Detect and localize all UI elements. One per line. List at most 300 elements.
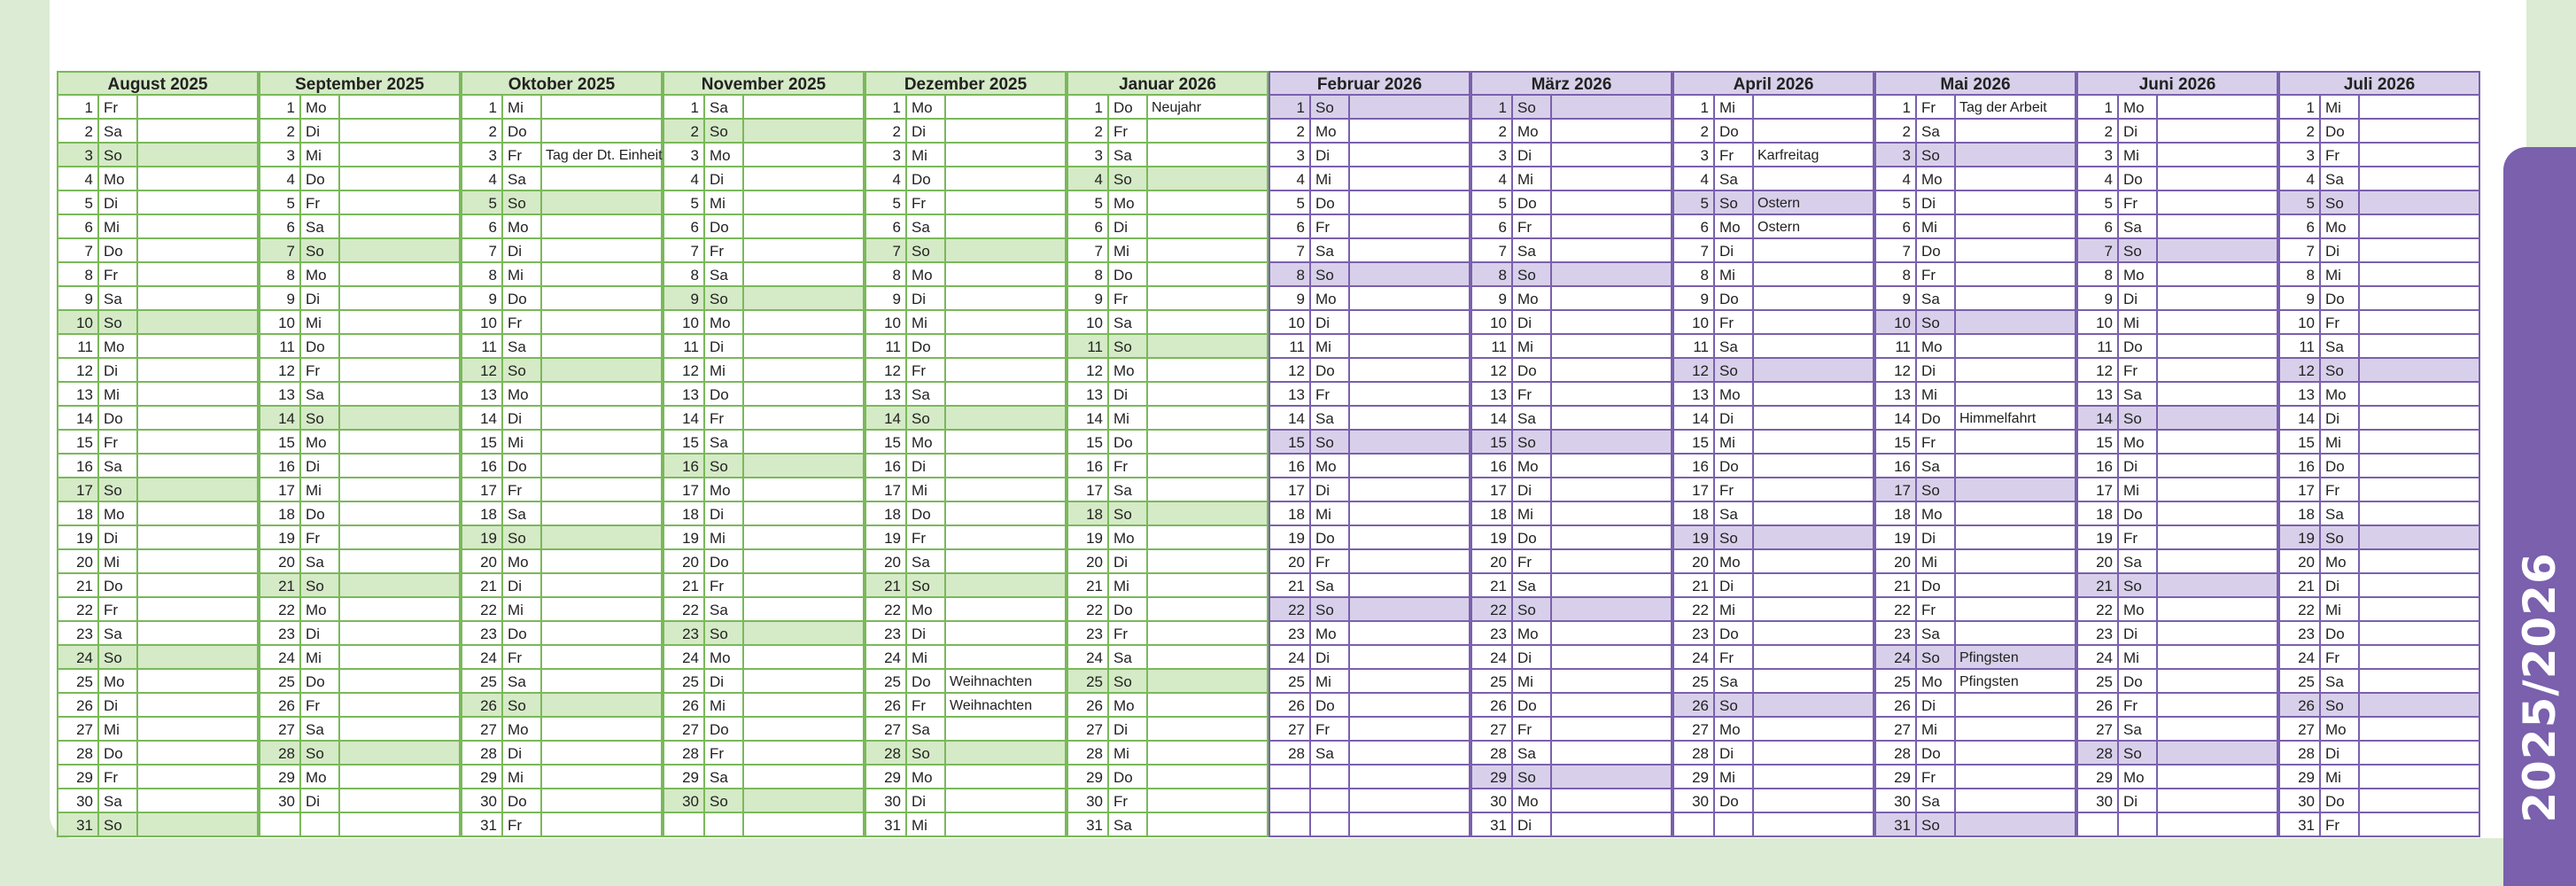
- day-number: 26: [1270, 694, 1311, 718]
- day-number: 31: [1068, 813, 1109, 837]
- day-note: [340, 574, 462, 598]
- day-note: [2360, 383, 2482, 407]
- day-note: [2360, 239, 2482, 263]
- day-weekday: Mi: [1311, 167, 1350, 191]
- day-weekday: Fr: [705, 742, 744, 766]
- day-number: 9: [2078, 287, 2119, 311]
- day-weekday: Do: [2119, 167, 2158, 191]
- day-note: [1552, 550, 1674, 574]
- day-row: [1269, 694, 1470, 718]
- day-weekday: Fr: [1311, 550, 1350, 574]
- day-row: [1672, 383, 1874, 407]
- day-weekday: Mi: [1715, 598, 1754, 622]
- day-number: 12: [462, 359, 503, 383]
- day-weekday: Sa: [1917, 622, 1956, 646]
- day-row: [663, 263, 865, 287]
- day-weekday: Fr: [2119, 526, 2158, 550]
- day-row: [1067, 478, 1269, 502]
- day-note: [542, 526, 664, 550]
- day-number: 22: [1472, 598, 1513, 622]
- day-row: [663, 574, 865, 598]
- day-note: [340, 502, 462, 526]
- day-weekday: Fr: [99, 431, 138, 455]
- day-number: 5: [1876, 191, 1917, 215]
- day-note: [340, 167, 462, 191]
- day-note: [1956, 742, 2078, 766]
- day-number: 7: [1876, 239, 1917, 263]
- day-weekday: Mi: [99, 718, 138, 742]
- day-note: [1148, 144, 1270, 167]
- day-number: 10: [1876, 311, 1917, 335]
- day-number: 27: [664, 718, 705, 742]
- day-row: [2278, 167, 2480, 191]
- day-weekday: Mo: [1917, 335, 1956, 359]
- day-note: [1350, 813, 1472, 837]
- day-row: [1067, 215, 1269, 239]
- day-note: [1754, 598, 1876, 622]
- day-number: 4: [2280, 167, 2321, 191]
- day-number: 24: [1068, 646, 1109, 670]
- day-row: [2278, 383, 2480, 407]
- day-weekday: Di: [2321, 407, 2360, 431]
- day-note: [542, 359, 664, 383]
- day-number: 18: [58, 502, 99, 526]
- day-weekday: Sa: [1513, 407, 1552, 431]
- day-weekday: Do: [1311, 694, 1350, 718]
- day-row: [1067, 813, 1269, 837]
- day-note: [2360, 718, 2482, 742]
- day-number: 26: [664, 694, 705, 718]
- day-number: 7: [462, 239, 503, 263]
- day-row: [1470, 96, 1672, 120]
- day-weekday: Fr: [1109, 455, 1148, 478]
- day-note: [744, 120, 866, 144]
- day-weekday: Di: [301, 789, 340, 813]
- day-number: 24: [462, 646, 503, 670]
- day-note: [138, 239, 260, 263]
- day-number: 8: [2280, 263, 2321, 287]
- day-note: [2158, 670, 2280, 694]
- day-number: 11: [664, 335, 705, 359]
- day-note: [2360, 622, 2482, 646]
- day-row: [1874, 622, 2076, 646]
- day-note: [138, 478, 260, 502]
- day-row: [461, 144, 663, 167]
- day-row: [259, 263, 461, 287]
- day-note: [1148, 694, 1270, 718]
- day-weekday: Mi: [705, 191, 744, 215]
- day-row: [1874, 694, 2076, 718]
- day-row: [259, 742, 461, 766]
- day-number: 14: [1472, 407, 1513, 431]
- day-note: [2158, 550, 2280, 574]
- holiday-label: Weihnachten: [950, 698, 1033, 713]
- day-note: [744, 431, 866, 455]
- day-row: [1874, 167, 2076, 191]
- day-row: [259, 598, 461, 622]
- day-row: [1672, 335, 1874, 359]
- day-number: 17: [1674, 478, 1715, 502]
- day-weekday: Mo: [301, 96, 340, 120]
- day-number: 7: [866, 239, 907, 263]
- day-row: [1874, 550, 2076, 574]
- day-weekday: Fr: [1715, 478, 1754, 502]
- month-column: [663, 71, 865, 831]
- day-weekday: Di: [503, 407, 542, 431]
- day-weekday: Di: [503, 574, 542, 598]
- year-tab: [2503, 147, 2576, 886]
- day-row: [1067, 646, 1269, 670]
- day-number: 20: [1472, 550, 1513, 574]
- day-row: [1672, 670, 1874, 694]
- day-note: [946, 191, 1068, 215]
- day-row: [2076, 120, 2278, 144]
- day-row: [259, 335, 461, 359]
- day-number: 2: [1876, 120, 1917, 144]
- day-weekday: Di: [1109, 550, 1148, 574]
- day-weekday: Mo: [1311, 120, 1350, 144]
- day-number: 3: [2078, 144, 2119, 167]
- day-number: 10: [260, 311, 301, 335]
- day-note: [1754, 502, 1876, 526]
- day-row: [1067, 766, 1269, 789]
- day-weekday: Di: [301, 622, 340, 646]
- day-row: [1269, 742, 1470, 766]
- day-note: [744, 383, 866, 407]
- day-number: 20: [664, 550, 705, 574]
- day-note: [2360, 574, 2482, 598]
- day-note: [1754, 526, 1876, 550]
- month-header: März 2026: [1470, 71, 1672, 96]
- day-number: 15: [1876, 431, 1917, 455]
- day-weekday: Sa: [99, 455, 138, 478]
- day-weekday: Sa: [2119, 718, 2158, 742]
- day-weekday: Sa: [1311, 239, 1350, 263]
- day-row: [57, 718, 259, 742]
- day-weekday: Di: [705, 670, 744, 694]
- day-row: [259, 670, 461, 694]
- day-number: 27: [58, 718, 99, 742]
- day-note: [1552, 407, 1674, 431]
- day-number: 7: [260, 239, 301, 263]
- day-weekday: Mi: [2119, 646, 2158, 670]
- day-weekday: So: [2321, 694, 2360, 718]
- day-weekday: Mi: [99, 550, 138, 574]
- day-number: 18: [1876, 502, 1917, 526]
- day-weekday: So: [503, 359, 542, 383]
- day-weekday: Do: [705, 215, 744, 239]
- day-weekday: Mo: [503, 215, 542, 239]
- day-weekday: So: [1109, 670, 1148, 694]
- day-note: [1148, 287, 1270, 311]
- day-note: [2158, 263, 2280, 287]
- day-note: [1148, 646, 1270, 670]
- day-weekday: Mo: [301, 431, 340, 455]
- day-weekday: Sa: [2119, 215, 2158, 239]
- day-row: [57, 359, 259, 383]
- day-row: [663, 191, 865, 215]
- day-row: [2076, 191, 2278, 215]
- day-row: [2076, 526, 2278, 550]
- day-weekday: So: [503, 694, 542, 718]
- day-number: 10: [462, 311, 503, 335]
- day-number: 21: [1674, 574, 1715, 598]
- day-weekday: Sa: [503, 167, 542, 191]
- day-number: 17: [664, 478, 705, 502]
- day-row: [1672, 598, 1874, 622]
- day-number: 25: [260, 670, 301, 694]
- day-number: 17: [2280, 478, 2321, 502]
- day-row: [663, 646, 865, 670]
- day-note: [946, 550, 1068, 574]
- day-note: [340, 96, 462, 120]
- day-weekday: Mi: [503, 598, 542, 622]
- day-note: [946, 455, 1068, 478]
- day-number: 12: [2280, 359, 2321, 383]
- day-row: [865, 263, 1067, 287]
- day-weekday: Mo: [1109, 526, 1148, 550]
- day-number: 4: [58, 167, 99, 191]
- day-row: [1470, 239, 1672, 263]
- day-row: [1067, 502, 1269, 526]
- day-number: 15: [2078, 431, 2119, 455]
- day-row: [1067, 144, 1269, 167]
- day-number: [1674, 813, 1715, 837]
- day-note: [1754, 311, 1876, 335]
- day-number: 21: [664, 574, 705, 598]
- day-weekday: Do: [1109, 598, 1148, 622]
- day-note: [1350, 167, 1472, 191]
- day-row: [1874, 670, 2076, 694]
- day-number: 2: [1270, 120, 1311, 144]
- day-weekday: Mo: [1715, 550, 1754, 574]
- day-note: [542, 120, 664, 144]
- day-note: [1350, 742, 1472, 766]
- day-weekday: Mo: [1513, 622, 1552, 646]
- day-row: [1269, 263, 1470, 287]
- day-note: [138, 502, 260, 526]
- day-note: [744, 239, 866, 263]
- year-tab-label-wrap: [2503, 147, 2576, 886]
- day-row: [2076, 167, 2278, 191]
- day-weekday: So: [2119, 239, 2158, 263]
- day-row: [1874, 646, 2076, 670]
- day-number: 11: [2280, 335, 2321, 359]
- day-row: [663, 550, 865, 574]
- day-weekday: Sa: [2321, 670, 2360, 694]
- day-weekday: Mo: [99, 670, 138, 694]
- day-number: 25: [2280, 670, 2321, 694]
- day-note: [138, 789, 260, 813]
- day-note: [542, 215, 664, 239]
- day-weekday: Sa: [301, 550, 340, 574]
- day-number: 26: [1674, 694, 1715, 718]
- day-row: [461, 191, 663, 215]
- day-weekday: Do: [1917, 574, 1956, 598]
- day-row: [865, 335, 1067, 359]
- day-weekday: Mo: [1917, 167, 1956, 191]
- holiday-label: Ostern: [1757, 196, 1801, 211]
- day-weekday: Do: [705, 383, 744, 407]
- day-note: [1148, 455, 1270, 478]
- day-number: 25: [2078, 670, 2119, 694]
- day-weekday: Fr: [2119, 191, 2158, 215]
- day-number: 21: [1472, 574, 1513, 598]
- day-note: [1754, 789, 1876, 813]
- day-number: 31: [2280, 813, 2321, 837]
- day-number: 9: [58, 287, 99, 311]
- day-weekday: So: [705, 789, 744, 813]
- day-note: [1350, 766, 1472, 789]
- day-weekday: Mo: [301, 263, 340, 287]
- holiday-label: Pfingsten: [1959, 674, 2019, 689]
- day-row: [865, 789, 1067, 813]
- day-note: [138, 335, 260, 359]
- month-header: Juli 2026: [2278, 71, 2480, 96]
- day-note: [1956, 478, 2078, 502]
- day-note: [946, 167, 1068, 191]
- day-weekday: Fr: [907, 191, 946, 215]
- day-row: [1874, 766, 2076, 789]
- day-row: [259, 478, 461, 502]
- day-row: [663, 622, 865, 646]
- day-number: 4: [260, 167, 301, 191]
- day-weekday: Sa: [705, 431, 744, 455]
- day-note: [138, 311, 260, 335]
- day-note: [340, 742, 462, 766]
- day-note: [744, 407, 866, 431]
- day-note: [1754, 550, 1876, 574]
- day-number: 7: [2280, 239, 2321, 263]
- day-weekday: Di: [301, 287, 340, 311]
- day-number: 8: [1068, 263, 1109, 287]
- day-number: 20: [2280, 550, 2321, 574]
- day-weekday: Mi: [907, 813, 946, 837]
- day-row: [1067, 431, 1269, 455]
- day-row: [57, 478, 259, 502]
- day-weekday: So: [705, 455, 744, 478]
- day-note: [2360, 431, 2482, 455]
- day-row: [1269, 120, 1470, 144]
- day-weekday: Sa: [2321, 502, 2360, 526]
- day-row: [1067, 120, 1269, 144]
- day-note: [1148, 263, 1270, 287]
- day-number: 10: [664, 311, 705, 335]
- day-weekday: Sa: [705, 96, 744, 120]
- day-row: [2076, 718, 2278, 742]
- day-note: [1956, 813, 2078, 837]
- day-row: [1874, 383, 2076, 407]
- day-row: [57, 239, 259, 263]
- day-note: [2360, 120, 2482, 144]
- day-weekday: Fr: [1311, 718, 1350, 742]
- day-row: [1067, 526, 1269, 550]
- day-note: [2360, 191, 2482, 215]
- day-number: 20: [1270, 550, 1311, 574]
- day-weekday: Do: [1715, 455, 1754, 478]
- day-number: 19: [2280, 526, 2321, 550]
- day-number: 26: [58, 694, 99, 718]
- day-weekday: Fr: [2321, 646, 2360, 670]
- day-weekday: Do: [99, 742, 138, 766]
- day-number: 2: [866, 120, 907, 144]
- day-weekday: Mi: [1109, 407, 1148, 431]
- day-weekday: Mi: [2119, 311, 2158, 335]
- day-row: [1470, 144, 1672, 167]
- day-number: 26: [462, 694, 503, 718]
- day-number: 3: [1270, 144, 1311, 167]
- day-number: 15: [1472, 431, 1513, 455]
- day-row: [57, 574, 259, 598]
- day-weekday: Di: [2321, 742, 2360, 766]
- day-row: [1067, 694, 1269, 718]
- day-note: [340, 622, 462, 646]
- day-note: [1956, 287, 2078, 311]
- day-note: [542, 167, 664, 191]
- day-note: [1754, 478, 1876, 502]
- day-weekday: Mi: [1513, 167, 1552, 191]
- day-note: [2158, 526, 2280, 550]
- day-number: 1: [2078, 96, 2119, 120]
- day-row: [1067, 622, 1269, 646]
- day-row: [1269, 144, 1470, 167]
- day-weekday: Mo: [1109, 694, 1148, 718]
- day-note: [542, 191, 664, 215]
- day-row: [461, 407, 663, 431]
- day-row: [1672, 144, 1874, 167]
- day-row: [663, 718, 865, 742]
- day-row: [865, 311, 1067, 335]
- day-note: [2360, 215, 2482, 239]
- day-note: [1552, 263, 1674, 287]
- day-note: [2158, 455, 2280, 478]
- day-weekday: Sa: [2119, 550, 2158, 574]
- day-number: 25: [1472, 670, 1513, 694]
- day-note: [340, 646, 462, 670]
- day-note: [946, 766, 1068, 789]
- day-weekday: Di: [1715, 407, 1754, 431]
- holiday-label: Tag der Dt. Einheit: [546, 148, 663, 163]
- day-row: [1470, 191, 1672, 215]
- day-weekday: Fr: [1513, 718, 1552, 742]
- day-row: [2278, 694, 2480, 718]
- day-note: [2158, 191, 2280, 215]
- day-weekday: Fr: [705, 239, 744, 263]
- day-row: [259, 120, 461, 144]
- day-number: 2: [2078, 120, 2119, 144]
- month-column: [259, 71, 461, 831]
- day-row: [1672, 622, 1874, 646]
- day-number: 6: [462, 215, 503, 239]
- day-row: [1672, 813, 1874, 837]
- day-number: 19: [58, 526, 99, 550]
- day-row: [1874, 239, 2076, 263]
- day-row: [1269, 431, 1470, 455]
- day-number: 15: [260, 431, 301, 455]
- day-row: [865, 478, 1067, 502]
- day-note: [1350, 311, 1472, 335]
- day-row: [865, 550, 1067, 574]
- day-weekday: Fr: [1311, 215, 1350, 239]
- day-number: 25: [1876, 670, 1917, 694]
- day-row: [57, 191, 259, 215]
- day-note: [1956, 574, 2078, 598]
- day-number: 1: [1270, 96, 1311, 120]
- day-note: [744, 263, 866, 287]
- day-row: [461, 239, 663, 263]
- day-number: 2: [462, 120, 503, 144]
- year-tab-label: 2025/2026: [2514, 552, 2565, 823]
